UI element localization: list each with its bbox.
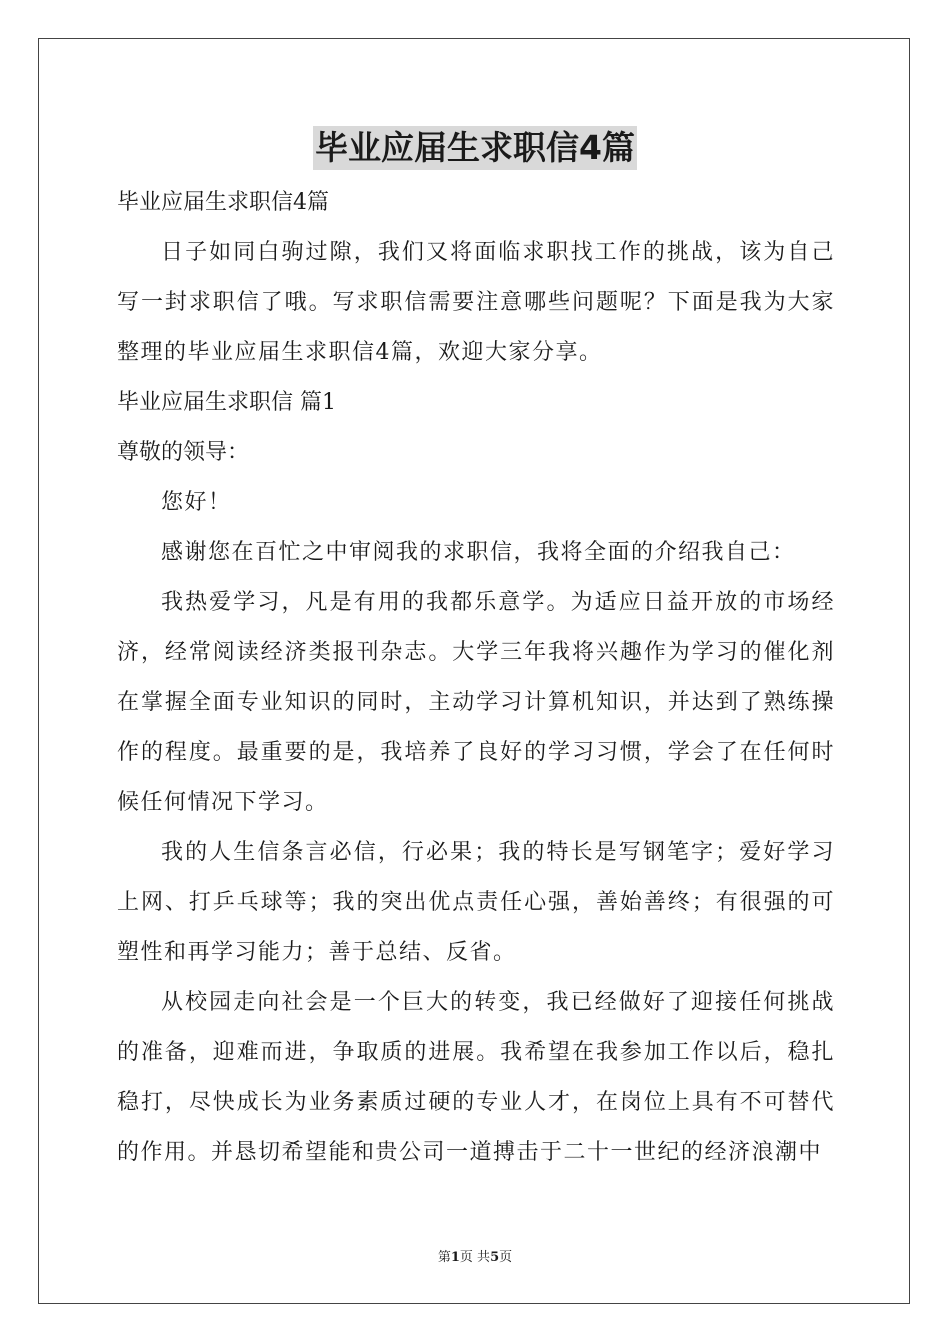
body-paragraph: 我热爱学习，凡是有用的我都乐意学。为适应日益开放的市场经济，经常阅读经济类报刊杂志。大学三年我将兴趣作为学习的催化剂在掌握全面专业知识的同时，主动学习计算机知识，并达到了熟练操作的程度。最重要的是，我培养了良好的学习习惯，学会了在任何时候任何情况下学习。	[117, 590, 835, 815]
footer-mid: 页 共	[459, 1250, 491, 1265]
document-title: 毕业应届生求职信4篇	[313, 126, 637, 170]
document-body	[117, 178, 835, 1178]
title-container	[0, 126, 950, 170]
document-subtitle: 毕业应届生求职信4篇	[117, 190, 329, 215]
body-paragraph: 感谢您在百忙之中审阅我的求职信，我将全面的介绍我自己：	[161, 540, 796, 565]
footer-prefix: 第	[437, 1250, 451, 1265]
section-heading: 毕业应届生求职信 篇1	[117, 390, 336, 415]
salutation: 尊敬的领导：	[117, 440, 250, 465]
total-page-count: 5	[490, 1250, 500, 1265]
body-paragraph: 从校园走向社会是一个巨大的转变，我已经做好了迎接任何挑战的准备，迎难而进，争取质的进展。我希望在我参加工作以后，稳扎稳打，尽快成长为业务素质过硬的专业人才，在岗位上具有不可替代的作用。并恳切希望能和贵公司一道搏击于二十一世纪的经济浪潮中	[117, 990, 835, 1165]
greeting: 您好！	[161, 490, 232, 515]
page-footer	[0, 1246, 950, 1265]
footer-suffix: 页	[499, 1250, 513, 1265]
current-page-number: 1	[450, 1250, 460, 1265]
body-paragraph: 我的人生信条言必信，行必果；我的特长是写钢笔字；爱好学习上网、打乒乓球等；我的突出优点责任心强，善始善终；有很强的可塑性和再学习能力；善于总结、反省。	[117, 840, 835, 965]
intro-paragraph: 日子如同白驹过隙，我们又将面临求职找工作的挑战，该为自己写一封求职信了哦。写求职信需要注意哪些问题呢？下面是我为大家整理的毕业应届生求职信4篇，欢迎大家分享。	[117, 240, 835, 365]
